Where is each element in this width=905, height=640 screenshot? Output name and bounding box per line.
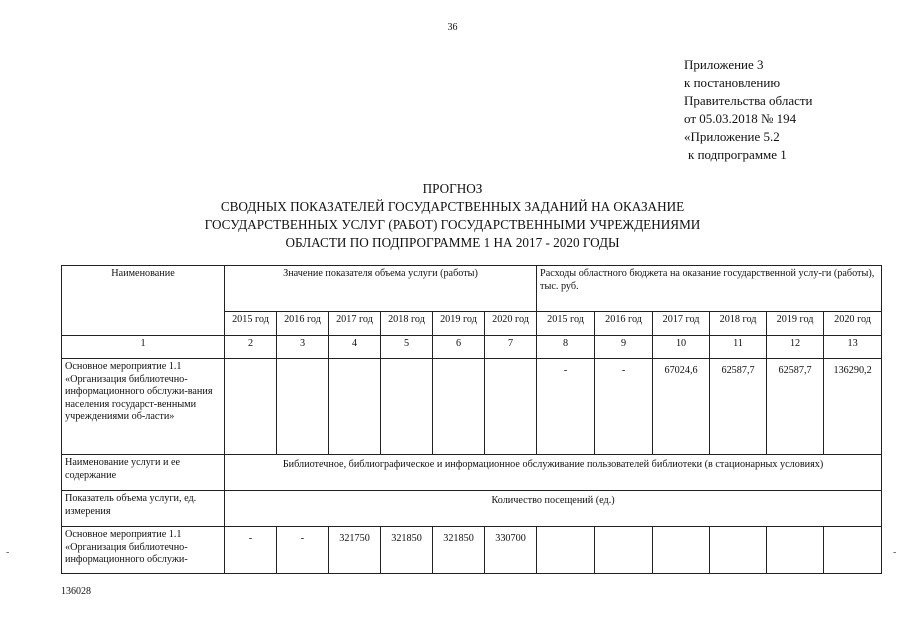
column-number: 10 [653,336,710,359]
service-description: Библиотечное, библиографическое и информационное обслуживание пользователей библиотеки (в стационарных условиях) [225,455,882,491]
volume-cell [329,359,381,455]
column-number: 2 [225,336,277,359]
volume-cell: 321750 [329,527,381,574]
volume-cell: 321850 [433,527,485,574]
header-row [62,266,882,312]
year-volume-2020: 2020 год [485,312,537,336]
volume-cell [381,359,433,455]
footer-code: 136028 [61,586,91,597]
row-name: Показатель объема услуги, ед. измерения [62,491,225,527]
column-number: 1 [62,336,225,359]
expense-cell [537,527,595,574]
table-row [62,455,882,491]
expense-cell: - [537,359,595,455]
appendix-line: Правительства области [684,93,813,108]
edge-mark-right: - [893,547,897,558]
year-expenses-2017: 2017 год [653,312,710,336]
table-row [62,491,882,527]
appendix-line: к подпрограмме 1 [688,147,787,162]
column-number: 4 [329,336,381,359]
column-number: 5 [381,336,433,359]
year-expenses-2016: 2016 год [595,312,653,336]
column-number: 6 [433,336,485,359]
volume-cell: - [225,527,277,574]
volume-cell [485,359,537,455]
header-expenses: Расходы областного бюджета на оказание государственной услу-ги (работы), тыс. руб. [537,266,882,312]
document-title [0,180,905,252]
expense-cell [595,527,653,574]
title-line: ОБЛАСТИ ПО ПОДПРОГРАММЕ 1 НА 2017 - 2020 ГОДЫ [285,235,620,250]
volume-cell: 321850 [381,527,433,574]
column-number: 11 [710,336,767,359]
appendix-block [684,56,813,164]
expense-cell: 136290,2 [824,359,882,455]
volume-indicator: Количество посещений (ед.) [225,491,882,527]
year-expenses-2018: 2018 год [710,312,767,336]
header-volume: Значение показателя объема услуги (работы) [225,266,537,312]
column-number: 9 [595,336,653,359]
row-name: Основное мероприятие 1.1 «Организация библиотечно-информационного обслужи- [62,527,225,574]
appendix-line: «Приложение 5.2 [684,129,780,144]
page-number: 36 [447,22,458,33]
year-volume-2015: 2015 год [225,312,277,336]
table-row [62,359,882,455]
year-volume-2018: 2018 год [381,312,433,336]
volume-cell [225,359,277,455]
year-expenses-2020: 2020 год [824,312,882,336]
forecast-table [61,265,882,574]
column-number: 7 [485,336,537,359]
row-name: Основное мероприятие 1.1 «Организация библиотечно-информационного обслужи-вания населения государст-венными учреждениями об-ласти» [62,359,225,455]
column-number: 8 [537,336,595,359]
volume-cell [277,359,329,455]
expense-cell: - [595,359,653,455]
table-row [62,527,882,574]
title-line: ПРОГНОЗ [422,181,483,196]
header-name: Наименование [62,266,225,336]
expense-cell [824,527,882,574]
year-volume-2017: 2017 год [329,312,381,336]
volume-cell [433,359,485,455]
edge-mark-left: - [6,547,10,558]
appendix-line: к постановлению [684,75,781,90]
title-line: СВОДНЫХ ПОКАЗАТЕЛЕЙ ГОСУДАРСТВЕННЫХ ЗАДАНИЙ НА ОКАЗАНИЕ [220,199,685,214]
volume-cell: 330700 [485,527,537,574]
title-line: ГОСУДАРСТВЕННЫХ УСЛУГ (РАБОТ) ГОСУДАРСТВЕННЫМИ УЧРЕЖДЕНИЯМИ [204,217,701,232]
expense-cell: 62587,7 [767,359,824,455]
year-volume-2019: 2019 год [433,312,485,336]
expense-cell [710,527,767,574]
expense-cell: 62587,7 [710,359,767,455]
year-volume-2016: 2016 год [277,312,329,336]
year-expenses-2015: 2015 год [537,312,595,336]
appendix-line: от 05.03.2018 № 194 [684,111,797,126]
column-number: 13 [824,336,882,359]
column-number-row [62,336,882,359]
year-expenses-2019: 2019 год [767,312,824,336]
appendix-line: Приложение 3 [684,57,764,72]
volume-cell: - [277,527,329,574]
expense-cell: 67024,6 [653,359,710,455]
column-number: 3 [277,336,329,359]
column-number: 12 [767,336,824,359]
expense-cell [653,527,710,574]
expense-cell [767,527,824,574]
row-name: Наименование услуги и ее содержание [62,455,225,491]
